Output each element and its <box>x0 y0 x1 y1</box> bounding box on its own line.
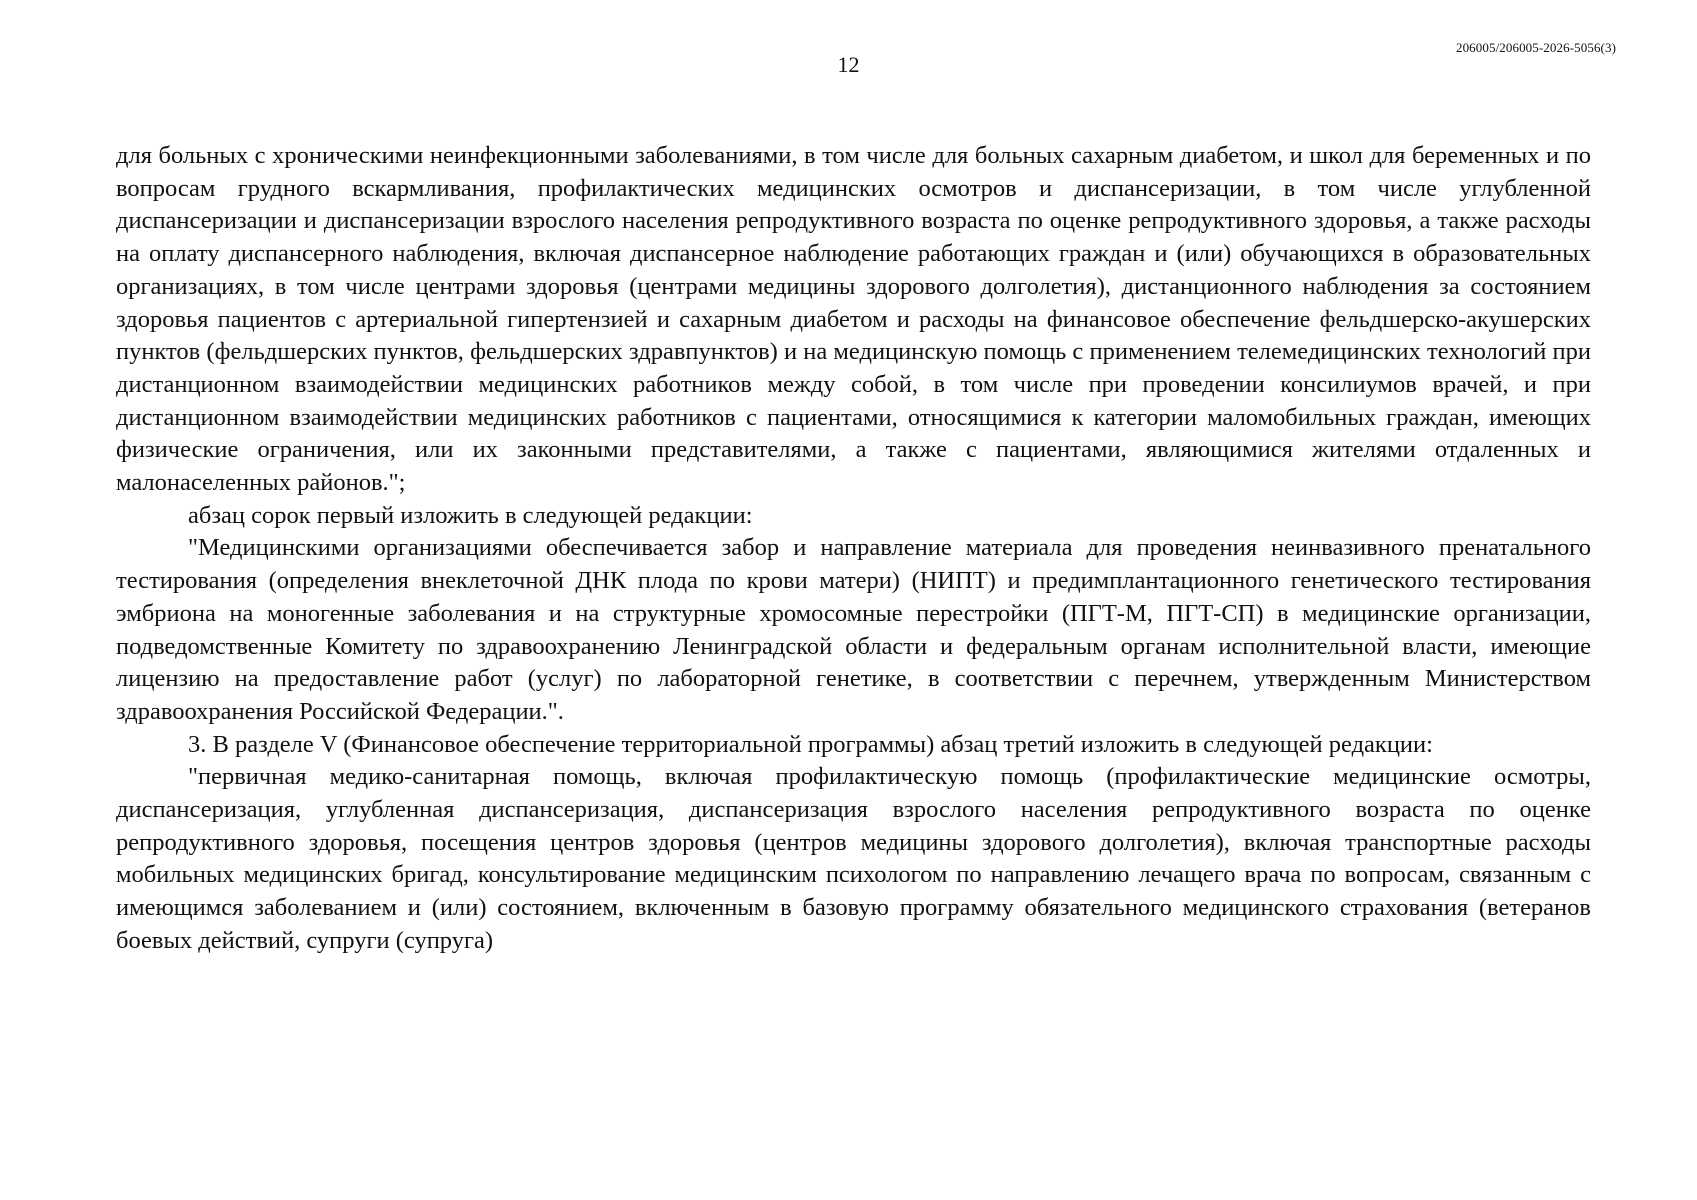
paragraph-item-3: 3. В разделе V (Финансовое обеспечение территориальной программы) абзац третий изложить в следующей редакции: <box>188 730 1433 758</box>
document-id: 206005/206005-2026-5056(3) <box>1455 40 1616 55</box>
paragraph-quote: "Медицинскими организациями обеспечивается забор и направление материала для проведения неинвазивного пренатального тестирования (определения внеклеточной ДНК плода по крови матери) (НИПТ) и предимплантационного генетического тестирования эмбриона на моногенные заболевания и на структурные хромосомные перестройки (ПГТ-М, ПГТ-СП) в медицинские организации, подведомственные Комитету по здравоохранению Ленинградской области и федеральным органам исполнительной власти, имеющие лицензию на предоставление работ (услуг) по лабораторной генетике, в соответствии с перечнем, утвержденным Министерством здравоохранения Российской Федерации.". <box>116 534 1591 725</box>
document-body <box>116 140 1591 958</box>
paragraph-quote-start: "первичная медико-санитарная помощь, включая профилактическую помощь (профилактические медицинские осмотры, диспансеризация, углубленная диспансеризация, диспансеризация взрослого населения репродуктивного возраста по оценке репродуктивного здоровья, посещения центров здоровья (центров медицины здорового долголетия), включая транспортные расходы мобильных медицинских бригад, консультирование медицинским психологом по направлению лечащего врача по вопросам, связанным с имеющимся заболеванием и (или) состоянием, включенным в базовую программу обязательного медицинского страхования (ветеранов боевых действий, супруги (супруга) <box>116 763 1591 954</box>
paragraph-instruction: абзац сорок первый изложить в следующей редакции: <box>188 501 753 529</box>
paragraph-continuation: для больных с хроническими неинфекционными заболеваниями, в том числе для больных сахарным диабетом, и школ для беременных и по вопросам грудного вскармливания, профилактических медицинских осмотров и диспансеризации, в том числе углубленной диспансеризации и диспансеризации взрослого населения репродуктивного возраста по оценке репродуктивного здоровья, а также расходы на оплату диспансерного наблюдения, включая диспансерное наблюдение работающих граждан и (или) обучающихся в образовательных организациях, в том числе центрами здоровья (центрами медицины здорового долголетия), дистанционного наблюдения за состоянием здоровья пациентов с артериальной гипертензией и сахарным диабетом и расходы на финансовое обеспечение фельдшерско-акушерских пунктов (фельдшерских пунктов, фельдшерских здравпунктов) и на медицинскую помощь с применением телемедицинских технологий при дистанционном взаимодействии медицинских работников между собой, в том числе при проведении консилиумов врачей, и при дистанционном взаимодействии медицинских работников с пациентами, относящимися к категории маломобильных граждан, имеющих физические ограничения, или их законными представителями, а также с пациентами, являющимися жителями отдаленных и малонаселенных районов."; <box>116 142 1591 497</box>
page-number: 12 <box>837 52 860 77</box>
